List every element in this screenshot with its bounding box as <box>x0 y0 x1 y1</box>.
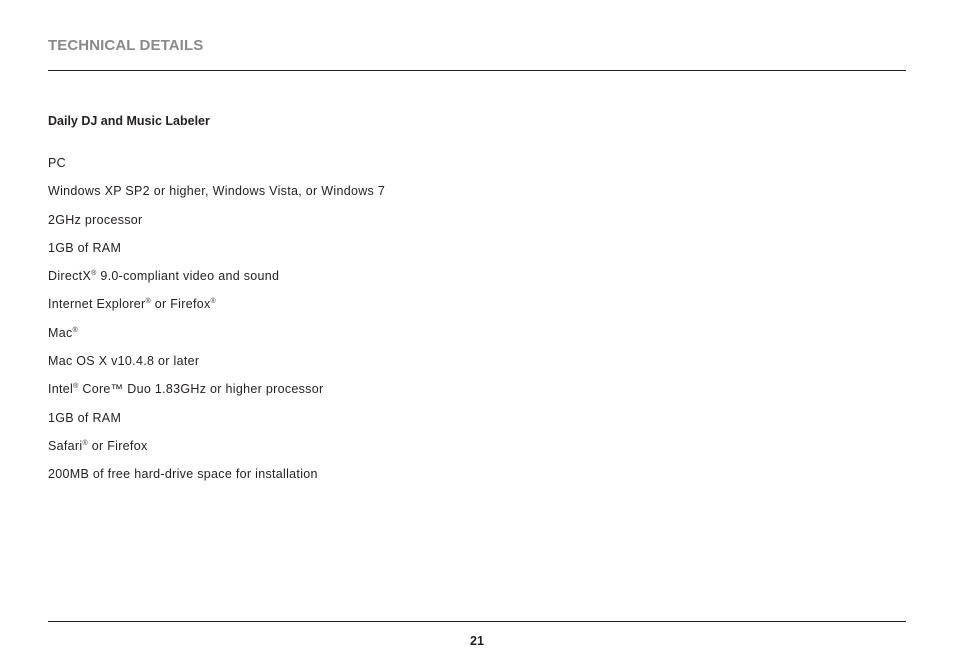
registered-mark: ® <box>145 298 151 306</box>
registered-mark: ® <box>82 439 88 447</box>
footer-divider <box>48 621 906 622</box>
requirement-item: Intel® Core™ Duo 1.83GHz or higher processor <box>48 382 324 397</box>
requirement-item: Safari® or Firefox <box>48 438 148 453</box>
requirement-item: 2GHz processor <box>48 212 143 227</box>
section-title: TECHNICAL DETAILS <box>48 37 204 54</box>
registered-mark: ® <box>72 326 78 334</box>
registered-mark: ® <box>210 298 217 306</box>
requirements-list <box>48 156 385 496</box>
requirement-item: 200MB of free hard-drive space for installation <box>48 467 318 482</box>
header-divider <box>48 70 906 71</box>
product-heading: Daily DJ and Music Labeler <box>48 114 210 128</box>
requirement-item: Internet Explorer® or Firefox® <box>48 297 217 312</box>
requirement-item: Windows XP SP2 or higher, Windows Vista, or Windows 7 <box>48 184 386 199</box>
requirement-item: Mac® <box>48 325 78 340</box>
registered-mark: ® <box>91 270 97 278</box>
requirement-item: Mac OS X v10.4.8 or later <box>48 354 200 369</box>
page-number: 21 <box>470 634 484 648</box>
requirement-item: 1GB of RAM <box>48 410 122 425</box>
requirement-item: 1GB of RAM <box>48 240 122 255</box>
requirement-item: DirectX® 9.0-compliant video and sound <box>48 269 280 284</box>
registered-mark: ® <box>73 383 79 391</box>
requirement-item: PC <box>48 156 66 170</box>
